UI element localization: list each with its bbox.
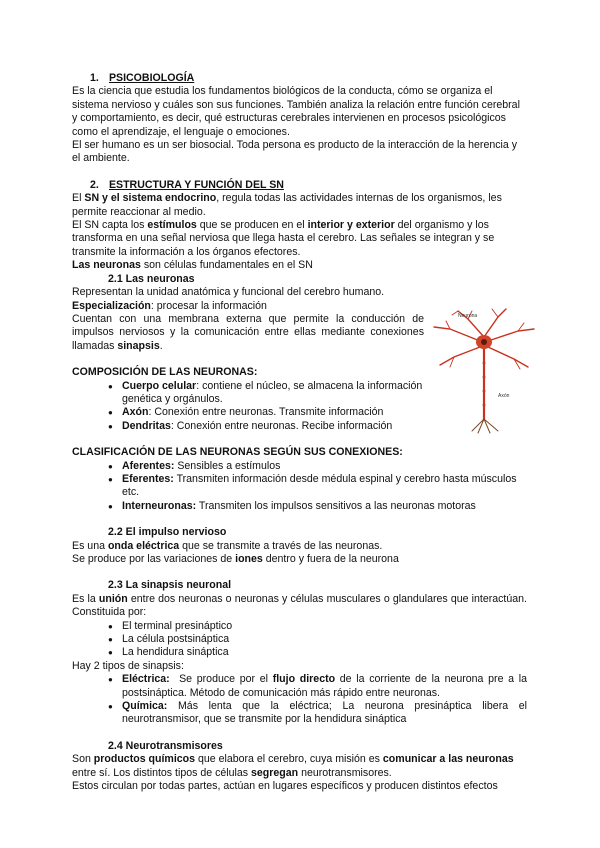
paragraph: Cuentan con una membrana externa que permite la conducción de impulsos nerviosos y la comunicación entre ellas mediante conexiones llamadas sinapsis. — [72, 312, 424, 352]
heading-title: ESTRUCTURA Y FUNCIÓN DEL SN — [108, 178, 284, 191]
neuron-svg — [428, 307, 540, 437]
heading-clasificacion: CLASIFICACIÓN DE LAS NEURONAS SEGÚN SUS CONEXIONES: — [72, 446, 403, 459]
paragraph: Es la ciencia que estudia los fundamentos biológicos de la conducta, cómo se organiza el sistema nervioso y cuáles son sus funciones. También analiza la relación entre función cerebral y comportamiento, es decir, qué estructuras cerebrales intervienen en procesos psicológicos como el aprendizaje, el lenguaje o emociones. — [72, 85, 520, 138]
neuron-label: Neurona — [458, 313, 478, 319]
list-item: ● Axón: Conexión entre neuronas. Transmite información — [108, 406, 460, 419]
composition-list — [72, 380, 460, 434]
subheading-neurotransmisores: 2.4 Neurotransmisores — [108, 739, 223, 752]
list-item: ● Química: Más lenta que la eléctrica; La neurona presináptica libera el neurotransmisor, que se transmite por la hendidura sináptica — [108, 700, 527, 727]
heading-psicobiologia — [90, 72, 527, 85]
synapse-types-list — [72, 673, 527, 727]
paragraph: Son productos químicos que elabora el cerebro, cuya misión es comunicar a las neuronas entre sí. Los distintos tipos de células segregan neurotransmisores. — [72, 753, 514, 779]
heading-estructura — [90, 179, 527, 192]
document-page — [72, 72, 527, 794]
paragraph: Las neuronas son células fundamentales en el SN — [72, 259, 313, 272]
paragraph: Se produce por las variaciones de iones dentro y fuera de la neurona — [72, 553, 399, 565]
paragraph: El SN y el sistema endocrino, regula todas las actividades internas de los organismos, les permite reaccionar al medio. — [72, 192, 502, 218]
paragraph: Especialización: procesar la información — [72, 299, 267, 312]
subheading-neuronas: 2.1 Las neuronas — [108, 272, 195, 285]
neuron-illustration — [428, 307, 540, 437]
list-item: ● El terminal presináptico — [108, 620, 527, 633]
list-item: ● La hendidura sináptica — [108, 646, 527, 659]
paragraph: Estos circulan por todas partes, actúan en lugares específicos y producen distintos efectos — [72, 780, 498, 793]
list-item: ● La célula postsináptica — [108, 633, 527, 646]
subheading-impulso: 2.2 El impulso nervioso — [108, 526, 227, 539]
heading-number: 2. — [90, 178, 99, 191]
paragraph: Representan la unidad anatómica y funcional del cerebro humano. — [72, 286, 385, 299]
list-item: ● Dendritas: Conexión entre neuronas. Recibe información — [108, 420, 460, 433]
paragraph: Hay 2 tipos de sinapsis: — [72, 659, 184, 672]
paragraph: Es la unión entre dos neuronas o neuronas y células musculares o glandulares que interactúan. Constituida por: — [72, 592, 527, 619]
subheading-sinapsis: 2.3 La sinapsis neuronal — [108, 579, 232, 592]
heading-number: 1. — [90, 72, 99, 84]
list-item: ● Cuerpo celular: contiene el núcleo, se almacena la información genética y orgánulos. — [108, 380, 460, 407]
heading-composicion: COMPOSICIÓN DE LAS NEURONAS: — [72, 366, 258, 379]
axon-label: Axón — [498, 393, 510, 399]
paragraph: El SN capta los estímulos que se producen en el interior y exterior del organismo y los transforma en una señal nerviosa que llega hasta el cerebro. Las señales se integran y se transmite la información a los órganos efectores. — [72, 219, 495, 258]
list-item: ● Eferentes: Transmiten información desde médula espinal y cerebro hasta músculos etc. — [108, 473, 527, 500]
heading-title: PSICOBIOLOGÍA — [108, 72, 195, 84]
list-item: ● Aferentes: Sensibles a estímulos — [108, 460, 527, 473]
list-item: ● Eléctrica: Se produce por el flujo directo de la corriente de la neurona pre a la postsináptica. Método de comunicación más rápido entre neuronas. — [108, 673, 527, 700]
nucleus — [481, 339, 487, 345]
synapse-parts-list — [72, 620, 527, 660]
classification-list — [72, 460, 527, 514]
list-item: ● Interneuronas: Transmiten los impulsos sensitivos a las neuronas motoras — [108, 500, 527, 513]
paragraph: El ser humano es un ser biosocial. Toda persona es producto de la interacción de la herencia y el ambiente. — [72, 139, 518, 165]
paragraph: Es una onda eléctrica que se transmite a través de las neuronas. — [72, 539, 383, 552]
